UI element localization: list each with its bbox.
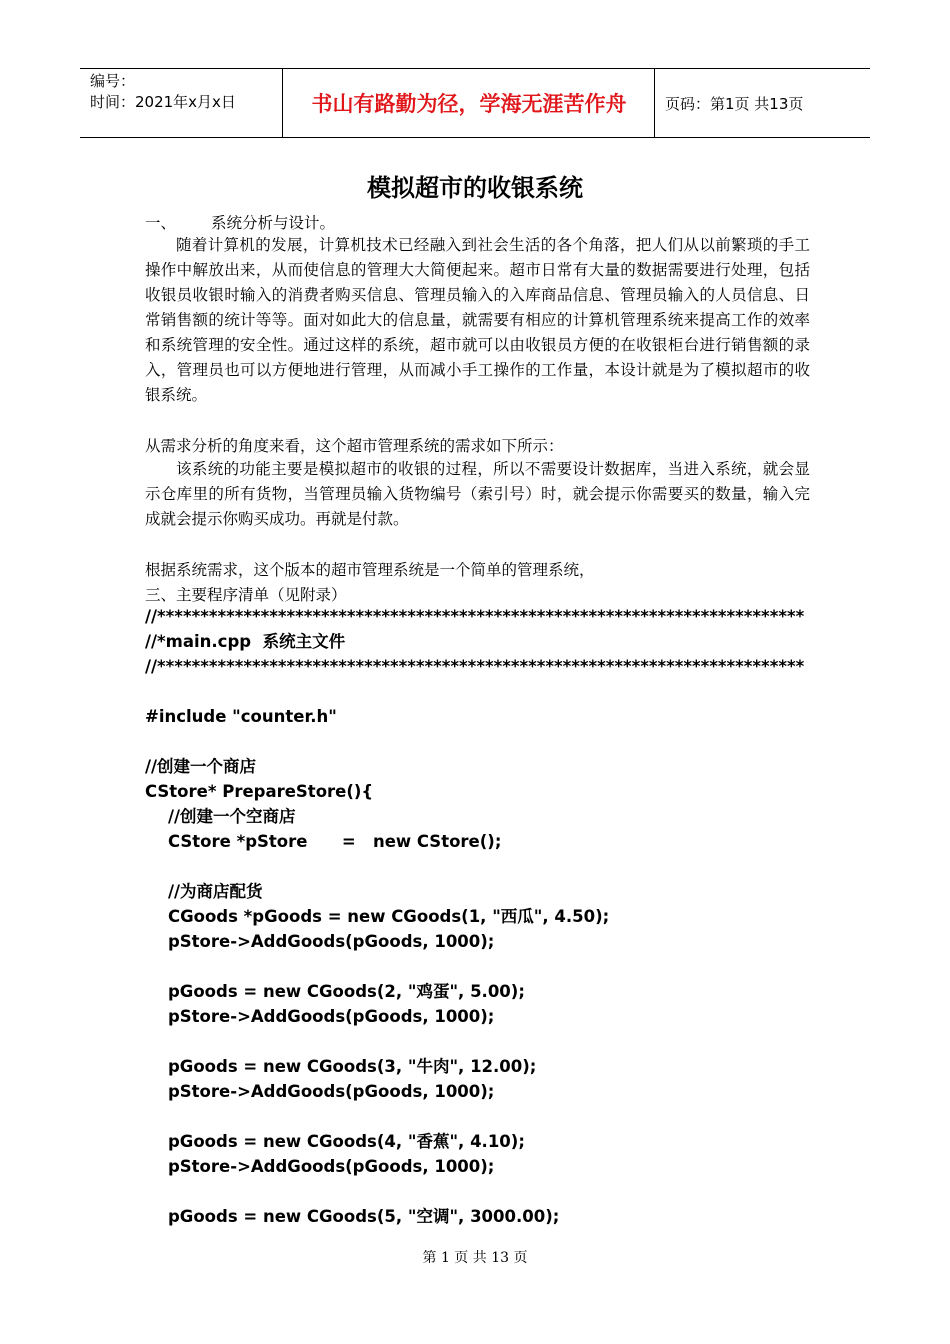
paragraph-intro: 随着计算机的发展，计算机技术已经融入到社会生活的各个角落，把人们从以前繁琐的手工操作中解放出来，从而使信息的管理大大简便起来。超市日常有大量的数据需要进行处理，包括收银员收银时输入的消费者购买信息、管理员输入的入库商品信息、管理员输入的人员信息、日常销售额的统计等等。面对如此大的信息量，就需要有相应的计算机管理系统来提高工作的效率和系统管理的安全性。通过这样的系统，超市就可以由收银员方便的在收银柜台进行销售额的录入，管理员也可以方便地进行管理，从而减小手工操作的工作量，本设计就是为了模拟超市的收银系统。 <box>145 236 810 404</box>
document-title: 模拟超市的收银系统 <box>367 173 583 202</box>
code-line: //创建一个空商店 <box>145 807 296 826</box>
paragraph-program-list: 三、主要程序清单（见附录） <box>145 586 347 604</box>
code-listing <box>145 604 804 1229</box>
code-line: pGoods = new CGoods(5, "空调", 3000.00); <box>145 1207 560 1226</box>
page-footer: 第 1 页 共 13 页 <box>422 1250 528 1266</box>
code-line <box>145 679 804 704</box>
header-meta <box>90 71 236 113</box>
header-page-info: 页码：第1页 共13页 <box>665 94 804 113</box>
code-line <box>145 954 804 979</box>
code-line: pStore->AddGoods(pGoods, 1000); <box>145 1007 495 1026</box>
code-line: CStore* PrepareStore(){ <box>145 782 374 801</box>
code-line: //*************************************************************************** <box>145 607 805 626</box>
code-line: CGoods *pGoods = new CGoods(1, "西瓜", 4.50); <box>145 907 610 926</box>
code-line: //为商店配货 <box>145 882 263 901</box>
paragraph-requirements: 从需求分析的角度来看，这个超市管理系统的需求如下所示： <box>145 437 564 455</box>
code-line: //*main.cpp 系统主文件 <box>145 632 346 651</box>
code-line: pStore->AddGoods(pGoods, 1000); <box>145 1082 495 1101</box>
header-motto: 书山有路勤为径，学海无涯苦作舟 <box>311 92 627 116</box>
section-heading-text: 系统分析与设计。 <box>211 214 336 232</box>
code-line <box>145 729 804 754</box>
header-number-label: 编号： <box>90 72 136 90</box>
code-line: pGoods = new CGoods(2, "鸡蛋", 5.00); <box>145 982 525 1001</box>
code-line <box>145 1029 804 1054</box>
code-line: pGoods = new CGoods(3, "牛肉", 12.00); <box>145 1057 537 1076</box>
code-line <box>145 1179 804 1204</box>
code-line <box>145 854 804 879</box>
code-line: //创建一个商店 <box>145 757 257 776</box>
code-line <box>145 1104 804 1129</box>
code-line: //*************************************************************************** <box>145 657 805 676</box>
code-line: pStore->AddGoods(pGoods, 1000); <box>145 932 495 951</box>
code-line: #include "counter.h" <box>145 707 337 726</box>
code-line: pGoods = new CGoods(4, "香蕉", 4.10); <box>145 1132 525 1151</box>
code-line: pStore->AddGoods(pGoods, 1000); <box>145 1157 495 1176</box>
paragraph-function: 该系统的功能主要是模拟超市的收银的过程，所以不需要设计数据库，当进入系统，就会显示仓库里的所有货物，当管理员输入货物编号（索引号）时，就会提示你需要买的数量，输入完成就会提示你购买成功。再就是付款。 <box>145 460 810 528</box>
paragraph-summary: 根据系统需求，这个版本的超市管理系统是一个简单的管理系统， <box>145 561 595 579</box>
section-number: 一、 <box>145 214 177 232</box>
header-time-label: 时间：2021年x月x日 <box>90 93 236 111</box>
header-table <box>80 68 870 138</box>
code-line: CStore *pStore = new CStore(); <box>145 832 502 851</box>
